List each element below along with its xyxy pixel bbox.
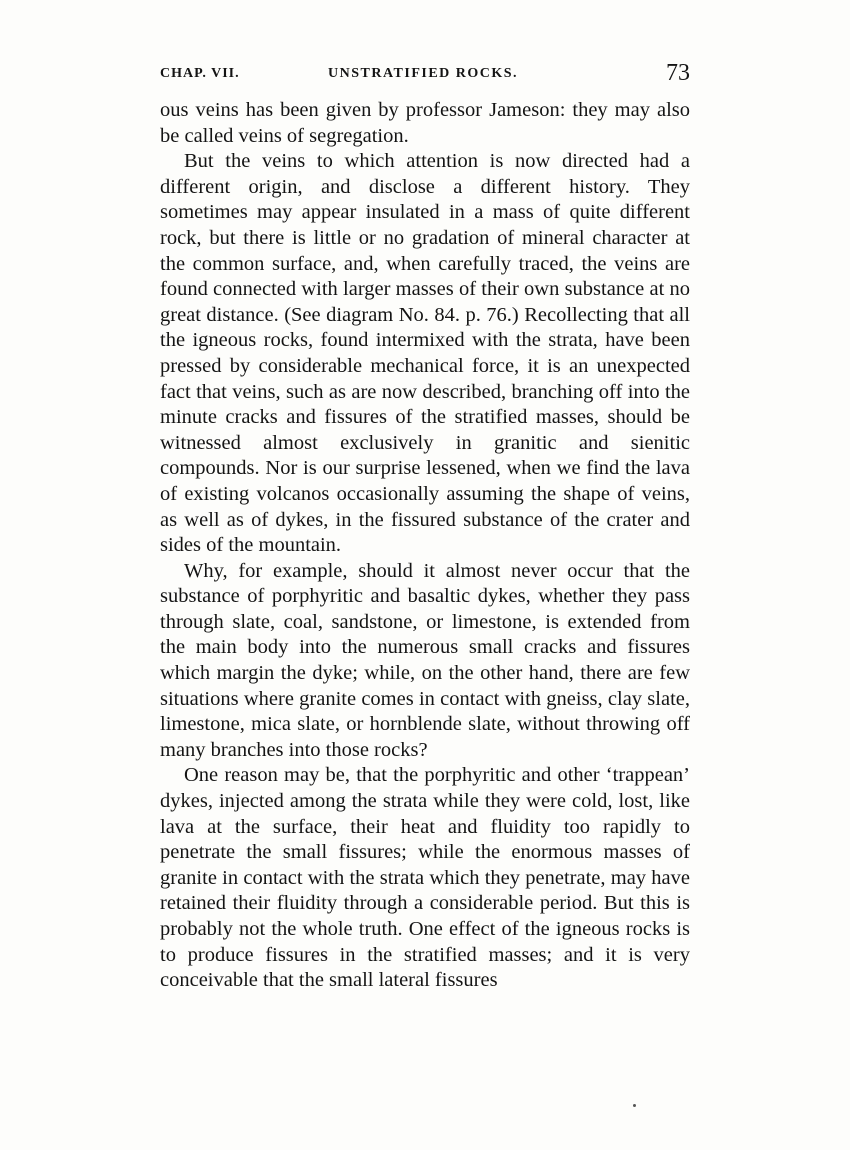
- paragraph-continued: ous veins has been given by professor Jameson: they may also be called veins of segregation.: [160, 99, 690, 147]
- paragraph: Why, for example, should it almost never occur that the substance of porphyritic and basaltic dykes, whether they pass through slate, coal, sandstone, or limestone, is extended from the main body into the numerous small cracks and fissures which margin the dyke; while, on the other hand, there are few situations where granite comes in contact with gneiss, clay slate, limestone, mica slate, or hornblende slate, without throwing off many branches into those rocks?: [160, 559, 690, 761]
- chapter-label: CHAP. VII.: [160, 66, 240, 81]
- page-number: 73: [666, 60, 690, 86]
- paragraph: One reason may be, that the porphyritic and other ‘trappean’ dykes, injected among the strata while they were cold, lost, like lava at the surface, their heat and fluidity too rapidly to penetrate the small fissures; while the enormous masses of granite in contact with the strata which they penetrate, may have retained their fluidity through a considerable period. But this is probably not the whole truth. One effect of the igneous rocks is to produce fissures in the stratified masses; and it is very conceivable that the small lateral fissures: [160, 764, 690, 992]
- print-speck: [633, 1104, 636, 1107]
- body-text: [160, 98, 690, 994]
- running-title: UNSTRATIFIED ROCKS.: [328, 66, 519, 81]
- paragraph: But the veins to which attention is now directed had a different origin, and disclose a different history. They sometimes may appear insulated in a mass of quite different rock, but there is little or no gradation of mineral character at the common surface, and, when carefully traced, the veins are found connected with larger masses of their own substance at no great distance. (See diagram No. 84. p. 76.) Recollecting that all the igneous rocks, found intermixed with the strata, have been pressed by considerable mechanical force, it is an unexpected fact that veins, such as are now described, branching off into the minute cracks and fissures of the stratified masses, should be witnessed almost exclusively in granitic and sienitic compounds. Nor is our surprise lessened, when we find the lava of existing volcanos occasionally assuming the shape of veins, as well as of dykes, in the fissured substance of the crater and sides of the mountain.: [160, 150, 690, 557]
- running-head: [160, 60, 690, 90]
